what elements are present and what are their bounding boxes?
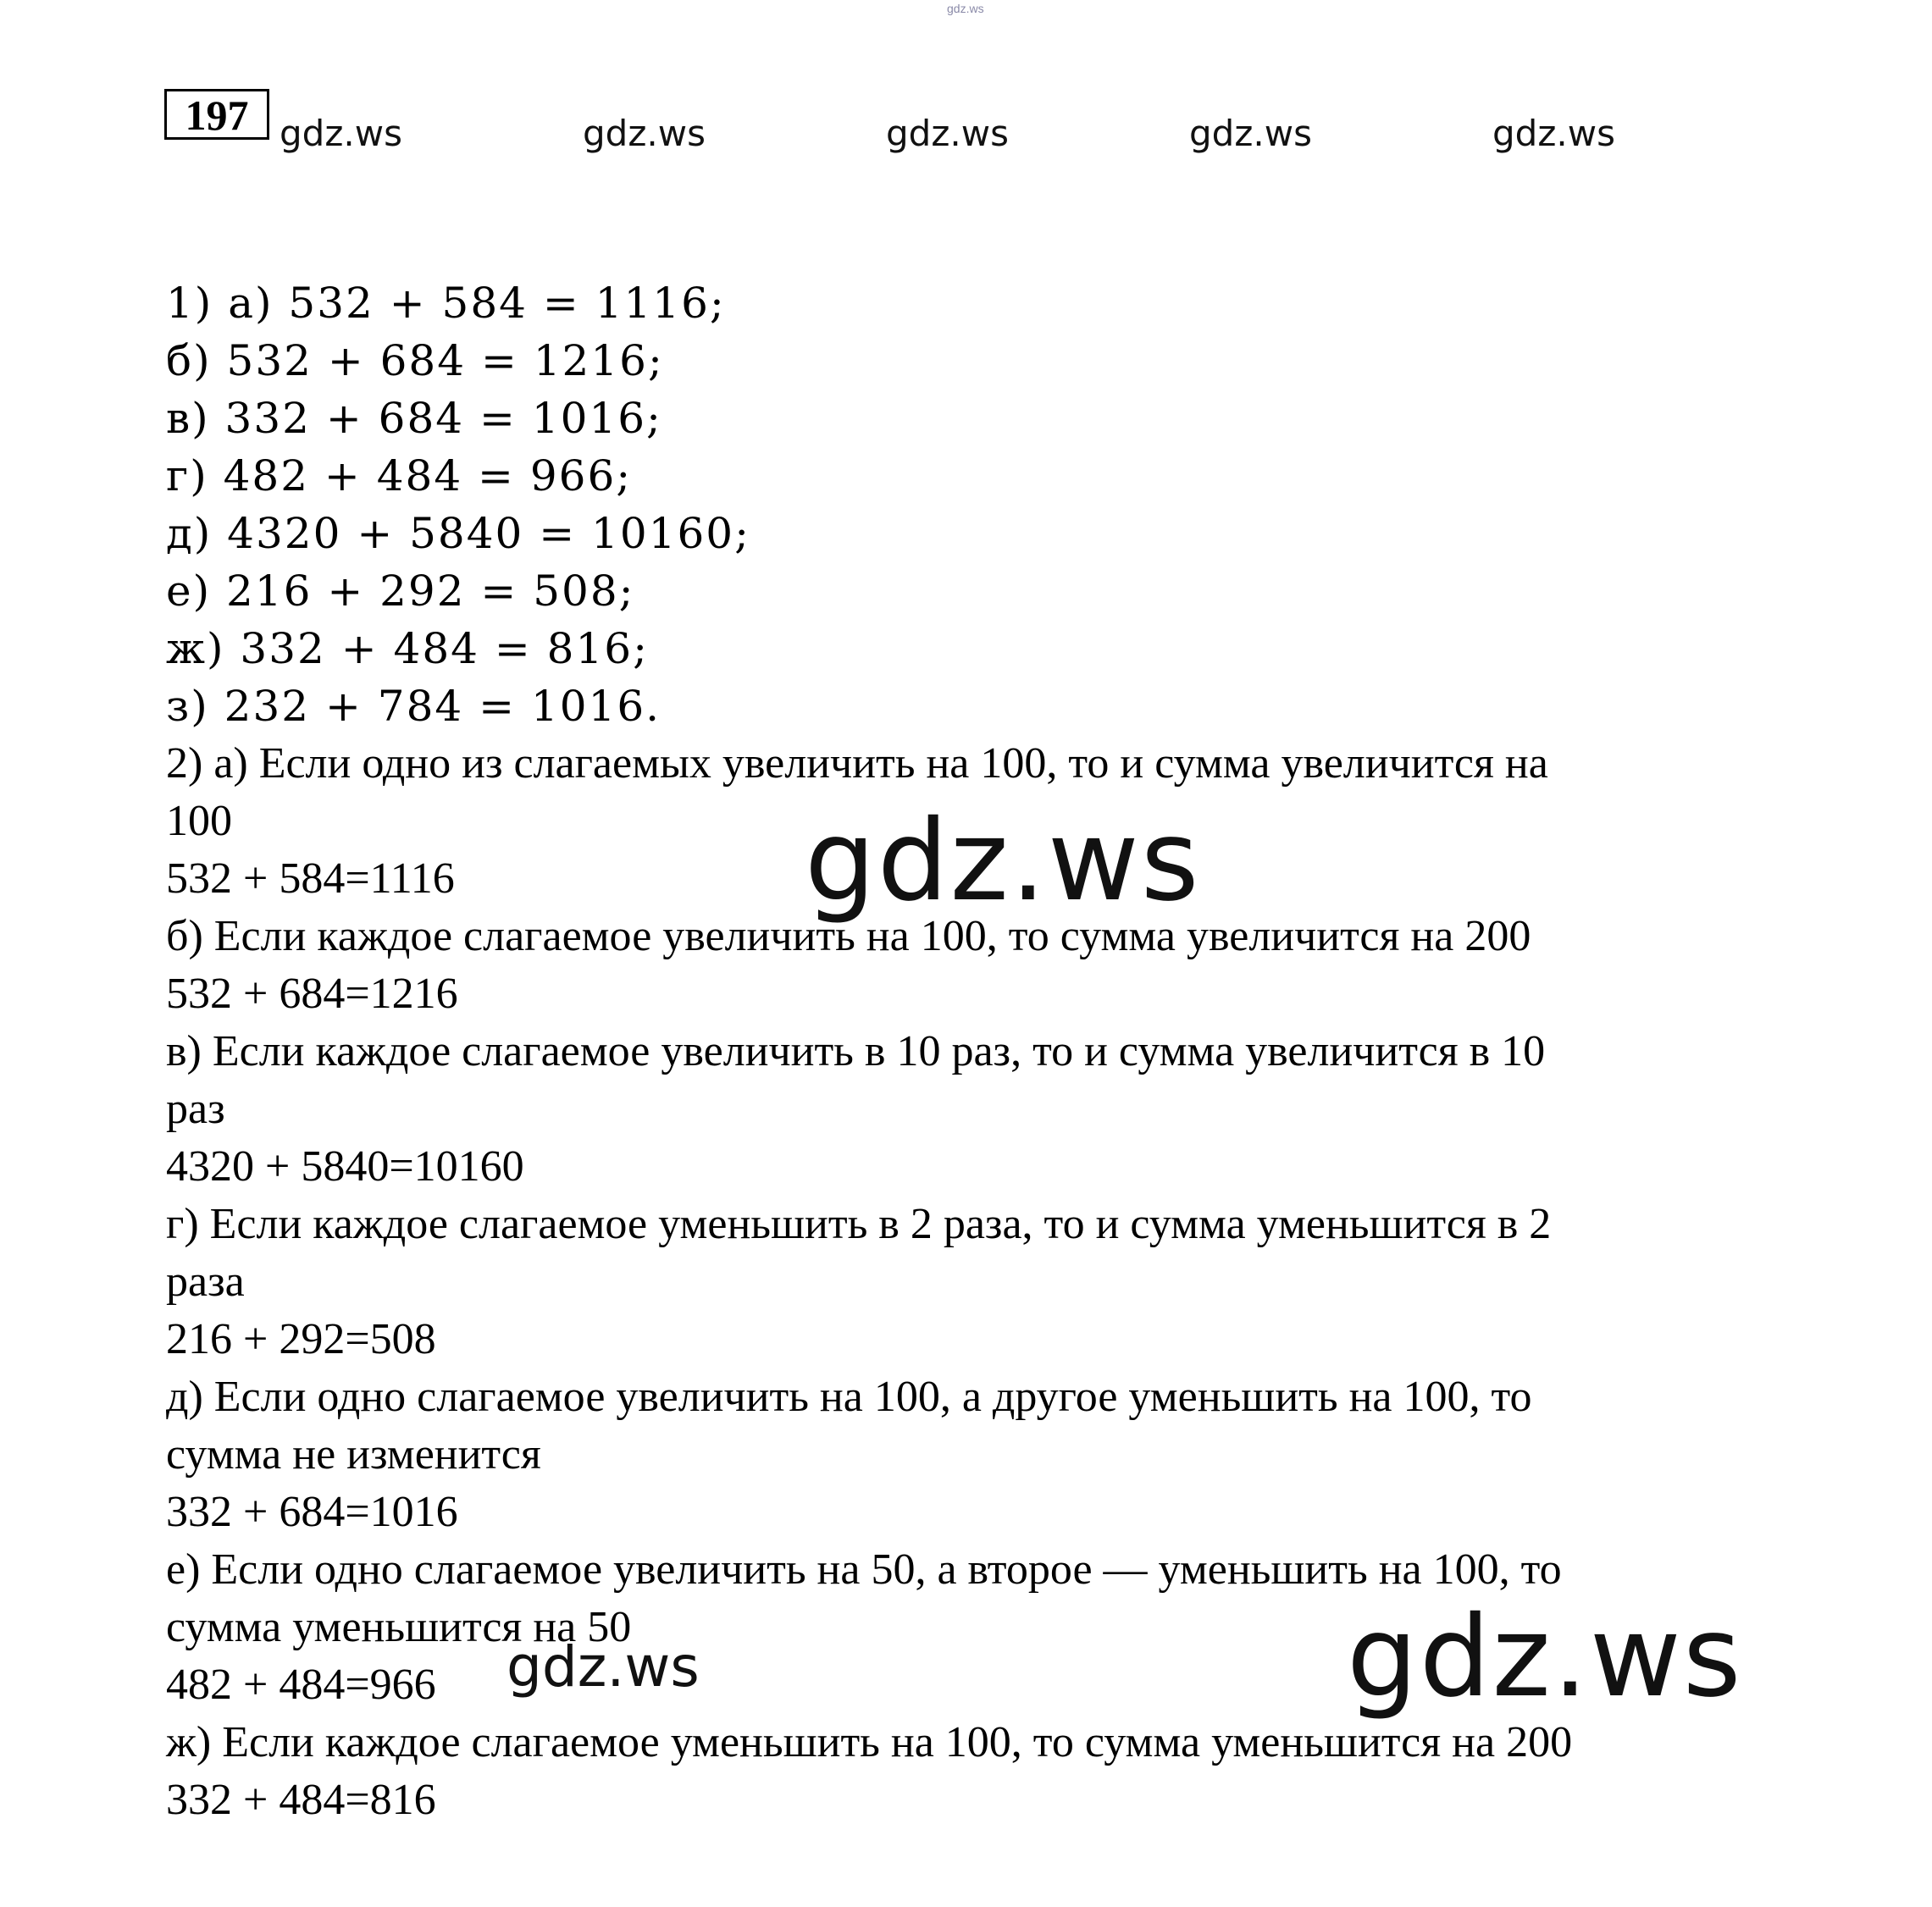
watermark-right: gdz.ws bbox=[1347, 1592, 1743, 1722]
explanation-line: ж) Если каждое слагаемое уменьшить на 100, то сумма уменьшится на 200 bbox=[166, 1718, 1573, 1766]
explanation-line: б) Если каждое слагаемое увеличить на 100, то сумма увеличится на 200 bbox=[166, 912, 1531, 960]
answer-line-1d: д) 4320 + 5840 = 10160; bbox=[166, 509, 750, 558]
header-watermark-1: gdz.ws bbox=[280, 113, 402, 154]
top-watermark: gdz.ws bbox=[947, 2, 984, 15]
equation-line: 482 + 484=966 bbox=[166, 1661, 436, 1709]
equation-line: 332 + 484=816 bbox=[166, 1776, 436, 1824]
explanation-line: раза bbox=[166, 1258, 245, 1306]
answer-line-1v: в) 332 + 684 = 1016; bbox=[166, 394, 662, 443]
equation-line: 532 + 684=1216 bbox=[166, 970, 458, 1018]
answer-line-1a: 1) а) 532 + 584 = 1116; bbox=[166, 279, 726, 328]
explanation-line: 2) а) Если одно из слагаемых увеличить на 100, то и сумма увеличится на bbox=[166, 739, 1548, 788]
explanation-line: раз bbox=[166, 1085, 225, 1133]
watermark-center: gdz.ws bbox=[805, 796, 1201, 926]
explanation-line: сумма не изменится bbox=[166, 1430, 541, 1479]
explanation-line: в) Если каждое слагаемое увеличить в 10 раз, то и сумма увеличится в 10 bbox=[166, 1027, 1546, 1075]
header-watermark-3: gdz.ws bbox=[886, 113, 1009, 154]
answer-line-1b: б) 532 + 684 = 1216; bbox=[166, 336, 664, 385]
header-watermark-5: gdz.ws bbox=[1492, 113, 1615, 154]
equation-line: 332 + 684=1016 bbox=[166, 1488, 458, 1536]
answer-line-1g: г) 482 + 484 = 966; bbox=[166, 451, 633, 500]
header-watermark-2: gdz.ws bbox=[583, 113, 706, 154]
equation-line: 532 + 584=1116 bbox=[166, 854, 455, 903]
explanation-line: 100 bbox=[166, 797, 232, 845]
equation-line: 4320 + 5840=10160 bbox=[166, 1142, 524, 1191]
explanation-line: е) Если одно слагаемое увеличить на 50, а второе — уменьшить на 100, то bbox=[166, 1545, 1562, 1594]
answer-line-1zh: ж) 332 + 484 = 816; bbox=[166, 624, 649, 673]
task-number: 197 bbox=[164, 89, 269, 140]
header-watermark-4: gdz.ws bbox=[1189, 113, 1312, 154]
watermark-lower: gdz.ws bbox=[507, 1634, 700, 1700]
answer-line-1z: з) 232 + 784 = 1016. bbox=[166, 682, 662, 731]
explanation-line: д) Если одно слагаемое увеличить на 100, а другое уменьшить на 100, то bbox=[166, 1373, 1532, 1421]
equation-line: 216 + 292=508 bbox=[166, 1315, 436, 1363]
explanation-line: сумма уменьшится на 50 bbox=[166, 1603, 632, 1651]
answer-line-1e: е) 216 + 292 = 508; bbox=[166, 567, 635, 616]
explanation-line: г) Если каждое слагаемое уменьшить в 2 раза, то и сумма уменьшится в 2 bbox=[166, 1200, 1552, 1248]
